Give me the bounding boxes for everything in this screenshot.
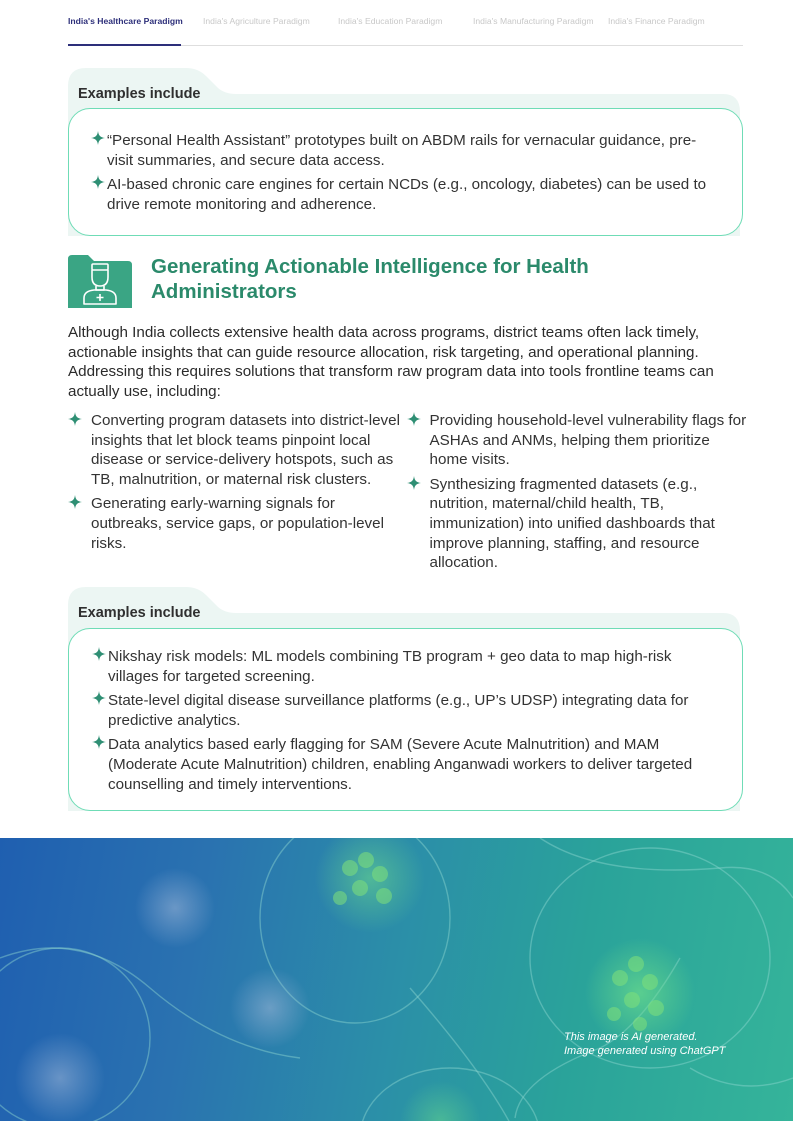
examples-label: Examples include [78,605,201,621]
sparkle-bullet-icon [68,495,82,509]
sparkle-bullet-icon [68,412,82,426]
list-item-text: Nikshay risk models: ML models combining TB program + geo data to map high-risk villages for targeted screening. [108,648,672,685]
examples-list [107,131,722,214]
chapter-tabs [68,16,743,46]
tab-finance[interactable]: India's Finance Paradigm [608,16,705,26]
sparkle-bullet-icon [92,647,106,661]
tab-agriculture[interactable]: India's Agriculture Paradigm [203,16,310,26]
caption-line-2: Image generated using ChatGPT [564,1045,726,1057]
hero-image-cells [0,838,793,1121]
tab-manufacturing[interactable]: India's Manufacturing Paradigm [473,16,594,26]
list-item-text: Synthesizing fragmented datasets (e.g., nutrition, maternal/child health, TB, immunization) into unified dashboards that improve planning, staffing, and resource allocation. [429,475,715,572]
bullet-list-right [407,411,748,578]
cell-illustration [0,838,793,1121]
sparkle-bullet-icon [92,691,106,705]
sparkle-bullet-icon [407,476,421,490]
list-item [430,475,748,573]
list-item-text: Generating early-warning signals for outbreaks, service gaps, or population-level risks. [91,495,384,552]
sparkle-bullet-icon [91,175,105,189]
list-item-text: State-level digital disease surveillance platforms (e.g., UP’s UDSP) integrating data for predictive analytics. [108,692,689,729]
tab-healthcare[interactable]: India's Healthcare Paradigm [68,16,203,45]
section-intro: Although India collects extensive health data across programs, district teams often lack timely, actionable insights that can guide resource allocation, risk targeting, and operational planning. Addressing this requires solutions that transform raw program data into tools frontline teams can actually use, including: [68,324,714,400]
sparkle-bullet-icon [91,131,105,145]
tab-education[interactable]: India's Education Paradigm [338,16,443,26]
examples-list [108,647,726,794]
list-item [430,411,748,470]
sparkle-bullet-icon [407,412,421,426]
list-item [108,691,726,730]
caption-line-1: This image is AI generated. [564,1031,698,1043]
list-item-text: Providing household-level vulnerability flags for ASHAs and ANMs, helping them prioritize home visits. [429,412,747,469]
list-item [107,175,722,214]
sparkle-bullet-icon [92,735,106,749]
examples-label: Examples include [78,86,201,102]
list-item-text: Converting program datasets into district-level insights that let block teams pinpoint local disease or service-delivery hotspots, such as TB, malnutrition, or maternal risk clusters. [91,412,400,488]
bullet-columns [68,411,748,578]
list-item-text: Data analytics based early flagging for SAM (Severe Acute Malnutrition) and MAM (Moderate Acute Malnutrition) children, enabling Anganwadi workers to deliver targeted counselling and timely interventions. [108,736,693,793]
nurse-icon [68,255,132,308]
image-caption [564,1030,725,1058]
section-title: Generating Actionable Intelligence for Health Administrators [151,255,589,303]
list-item [108,647,726,686]
examples-card [68,108,743,236]
list-item-text: “Personal Health Assistant” prototypes built on ABDM rails for vernacular guidance, pre-visit summaries, and secure data access. [107,132,697,169]
list-item [107,131,722,170]
examples-card [68,628,743,811]
list-item-text: AI-based chronic care engines for certain NCDs (e.g., oncology, diabetes) can be used to drive remote monitoring and adherence. [107,176,707,213]
bullet-list-left [68,411,407,578]
examples-box-1 [68,68,743,236]
list-item [91,411,407,489]
list-item [91,494,407,553]
examples-box-2 [68,587,743,811]
list-item [108,735,726,794]
